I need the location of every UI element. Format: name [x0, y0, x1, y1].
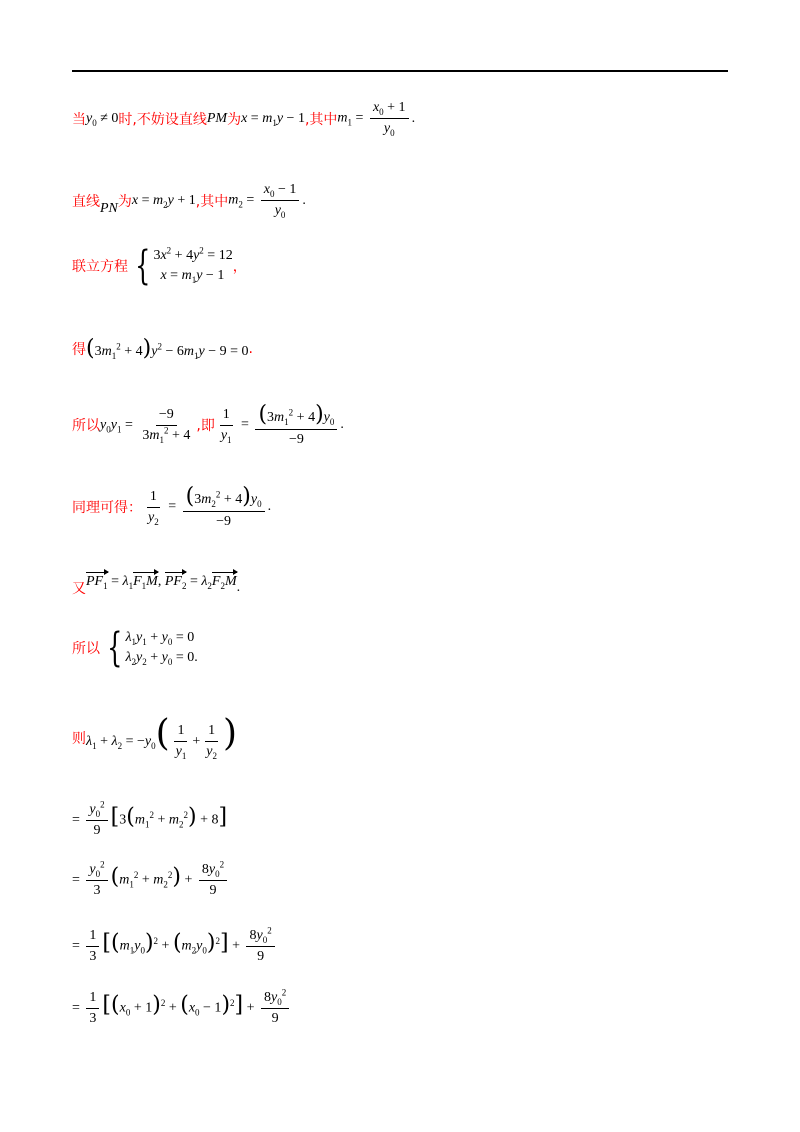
line-quadratic	[72, 336, 253, 361]
math-lambda-sum: $\lambda_1 + \lambda_2 = -y_0$( $\frac{1}{y_1}$ + $\frac{1}{y_2}$ )	[86, 713, 238, 762]
math-PN: PN	[100, 200, 118, 216]
text-zhixian: 直线	[72, 193, 100, 210]
text-qizhong: ,其中	[304, 111, 338, 128]
line-vectors	[72, 572, 241, 597]
text-period-4: .	[340, 417, 344, 432]
text-de: 得	[72, 341, 86, 358]
text-suoyi: 所以	[72, 418, 100, 434]
text-lianli: 联立方程	[72, 259, 128, 275]
math-m1-def: $m_1$ = $\frac{x_0 + 1}{y_0}$	[337, 100, 411, 137]
line-system	[72, 243, 247, 289]
text-period: .	[411, 110, 416, 126]
line-step-2	[72, 859, 230, 899]
math-system-1: { $3x^2 + 4y^2 = 12$ $x = m_1y - 1$	[135, 243, 233, 289]
text-tongli: 同理可得：	[72, 500, 142, 516]
math-inv-y1: $\frac{1}{y_1}$ = $\frac{(3m_1^2 + 4)y_0}{-9}$	[215, 402, 341, 448]
math-pn-eq: $x = m_2y + 1$	[131, 192, 196, 210]
text-comma: ，	[232, 259, 247, 275]
math-vector-relations: $PF_1 = \lambda_1F_1M$, $PF_2 = \lambda_2F_2M$	[86, 574, 237, 591]
line-vieta	[72, 402, 344, 448]
text-you: 又	[72, 581, 86, 597]
text-ze: 则	[72, 731, 86, 748]
math-PM: PM	[206, 110, 228, 126]
text-ji: ,即	[196, 418, 215, 434]
text-period-3: .	[248, 340, 253, 357]
math-inv-y2: $\frac{1}{y_2}$ = $\frac{(3m_2^2 + 4)y_0}{-9}$	[142, 484, 268, 530]
line-lambda-system	[72, 625, 198, 671]
math-quadratic: $(3m_1^2 + 4)y^2 - 6m_1y - 9 = 0$	[86, 336, 249, 361]
text-qizhong-2: ,其中	[195, 193, 229, 210]
math-m2-def: $m_2$ = $\frac{x_0 - 1}{y_0}$	[228, 182, 302, 219]
line-pm-setup	[72, 100, 415, 137]
line-step-1	[72, 799, 228, 839]
math-system-2: { $\lambda_1y_1 + y_0 = 0$ $\lambda_2y_2 + y_0 = 0$	[107, 625, 195, 671]
line-pn-setup	[72, 182, 306, 219]
text-shi-bufang: 时,不妨设直线	[118, 111, 207, 128]
header-rule	[72, 70, 728, 72]
line-lambda-sum	[72, 713, 238, 762]
text-period-5: .	[267, 499, 272, 514]
math-step-3: = $\frac{1}{3}$ $[(m_1y_0)^2 + (m_2y_0)^2]$ + $\frac{8y_0^2}{9}$	[72, 928, 278, 965]
text-dang: 当	[72, 111, 86, 128]
text-period-6: .	[236, 580, 241, 595]
math-step-1: = $\frac{y_0^2}{9}$ $[3(m_1^2 + m_2^2) + 8]$	[72, 799, 228, 838]
math-step-4: = $\frac{1}{3}$ $[(x_0 + 1)^2 + (x_0 - 1)^2]$ + $\frac{8y_0^2}{9}$	[72, 990, 292, 1027]
text-wei-2: 为	[117, 193, 132, 210]
line-step-4	[72, 987, 292, 1027]
text-wei: 为	[227, 111, 242, 128]
math-y0y1: $y_0y_1$ = $\frac{-9}{3m_1^2 + 4}$	[100, 406, 191, 445]
line-tongli	[72, 484, 271, 530]
text-period-7: .	[194, 650, 198, 665]
text-suoyi-2: 所以	[72, 641, 100, 657]
line-step-3	[72, 925, 278, 965]
text-period-2: .	[302, 192, 306, 208]
math-pm-eq: $x = m_1y - 1$	[241, 110, 305, 128]
math-step-2: = $\frac{y_0^2}{3}$ $(m_1^2 + m_2^2)$ + $\frac{8y_0^2}{9}$	[72, 862, 230, 899]
math-y0-ne-0: $y_0 \ne 0$	[86, 110, 119, 128]
